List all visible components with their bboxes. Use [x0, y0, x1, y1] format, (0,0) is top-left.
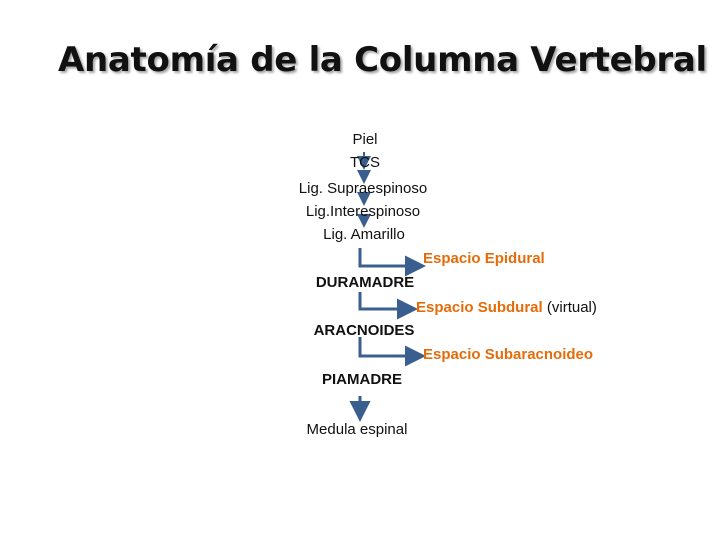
- arrow-to-epidural: [360, 248, 420, 266]
- layer-amarillo: Lig. Amarillo: [323, 226, 405, 243]
- layer-interespinoso: Lig.Interespinoso: [305, 203, 421, 220]
- layer-medula: Medula espinal: [306, 421, 408, 438]
- layer-piamadre: PIAMADRE: [321, 371, 403, 388]
- arrow-to-subaracnoideo: [360, 337, 420, 356]
- layer-piel: Piel: [352, 131, 378, 148]
- layer-duramadre: DURAMADRE: [315, 274, 415, 291]
- layer-tcs: TCS: [350, 154, 380, 171]
- space-subaracnoideo: Espacio Subaracnoideo: [423, 346, 594, 363]
- space-subdural-note: (virtual): [546, 299, 597, 316]
- layer-aracnoides: ARACNOIDES: [313, 322, 415, 339]
- space-epidural: Espacio Epidural: [423, 250, 545, 267]
- space-subdural: Espacio Subdural: [416, 299, 543, 316]
- layer-supraespinoso: Lig. Supraespinoso: [298, 180, 428, 197]
- space-subdural-line: [416, 299, 597, 316]
- arrow-to-subdural: [360, 292, 412, 309]
- page-title: Anatomía de la Columna Vertebral: [58, 40, 707, 80]
